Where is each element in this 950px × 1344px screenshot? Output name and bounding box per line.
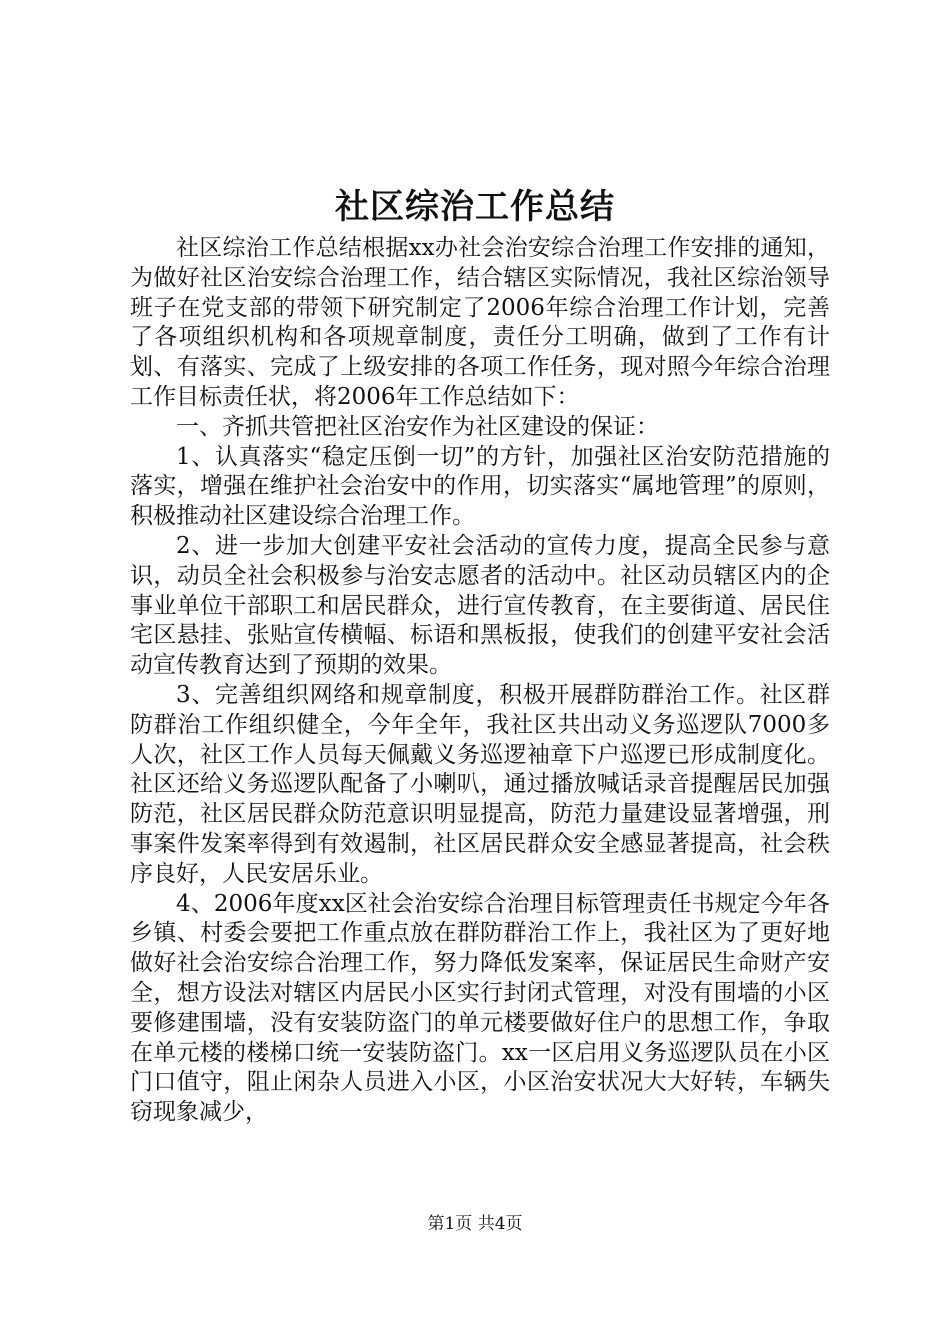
document-body (130, 234, 830, 1128)
paragraph-item-4: 4、2006年度xx区社会治安综合治理目标管理责任书规定今年各乡镇、村委会要把工作重点放在群防群治工作上，我社区为了更好地做好社会治安综合治理工作，努力降低发案率，保证居民生命财产安全，想方设法对辖区内居民小区实行封闭式管理，对没有围墙的小区要修建围墙，没有安装防盗门的单元楼要做好住户的思想工作，争取在单元楼的楼梯口统一安装防盗门。xx一区启用义务巡逻队员在小区门口值守，阻止闲杂人员进入小区，小区治安状况大大好转，车辆失窃现象减少， (130, 890, 830, 1126)
document-title: 社区综治工作总结 (335, 187, 615, 227)
paragraph-item-2: 2、进一步加大创建平安社会活动的宣传力度，提高全民参与意识，动员全社会积极参与治安志愿者的活动中。社区动员辖区内的企事业单位干部职工和居民群众，进行宣传教育，在主要街道、居民住宅区悬挂、张贴宣传横幅、标语和黑板报，使我们的创建平安社会活动宣传教育达到了预期的效果。 (130, 532, 830, 679)
paragraph-item-1: 1、认真落实“稳定压倒一切”的方针，加强社区治安防范措施的落实，增强在维护社会治安中的作用，切实落实“属地管理”的原则，积极推动社区建设综合治理工作。 (130, 443, 830, 530)
paragraph-item-3: 3、完善组织网络和规章制度，积极开展群防群治工作。社区群防群治工作组织健全，今年全年，我社区共出动义务巡逻队7000多人次，社区工作人员每天佩戴义务巡逻袖章下户巡逻已形成制度化。社区还给义务巡逻队配备了小喇叭，通过播放喊话录音提醒居民加强防范，社区居民群众防范意识明显提高，防范力量建设显著增强，刑事案件发案率得到有效遏制，社区居民群众安全感显著提高，社会秩序良好，人民安居乐业。 (130, 681, 830, 887)
paragraph-section-heading: 一、齐抓共管把社区治安作为社区建设的保证： (176, 413, 659, 440)
page-number-footer: 第1页 共4页 (427, 1214, 523, 1234)
paragraph-intro: 社区综治工作总结根据xx办社会治安综合治理工作安排的通知，为做好社区治安综合治理工作，结合辖区实际情况，我社区综治领导班子在党支部的带领下研究制定了2006年综合治理工作计划，完善了各项组织机构和各项规章制度，责任分工明确，做到了工作有计划、有落实、完成了上级安排的各项工作任务，现对照今年综合治理工作目标责任状，将2006年工作总结如下： (130, 235, 830, 410)
